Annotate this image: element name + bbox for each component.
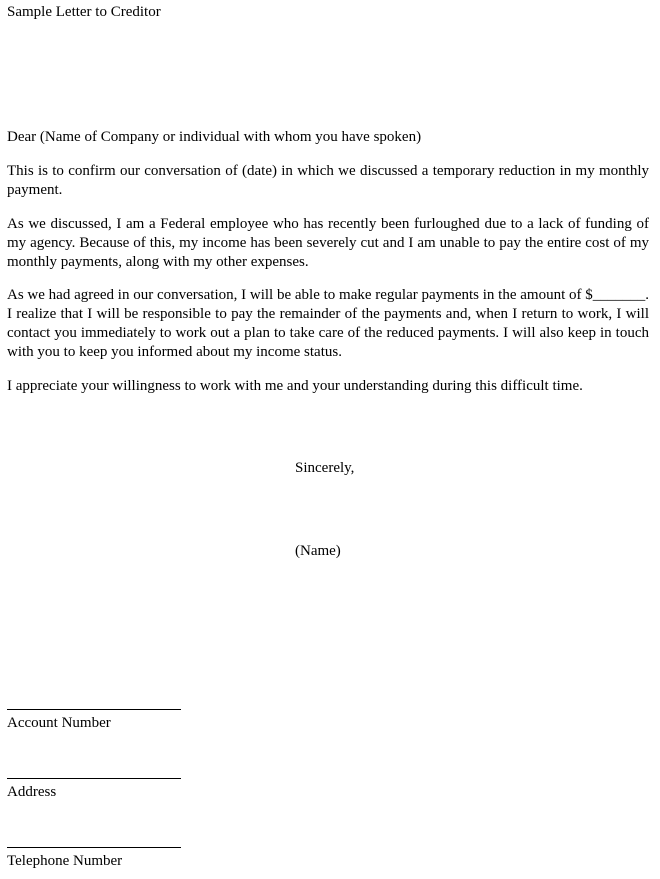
signature-name: (Name) <box>295 543 341 559</box>
account-number-line <box>7 709 181 710</box>
telephone-number-label: Telephone Number <box>7 853 123 869</box>
salutation: Dear (Name of Company or individual with whom you have spoken) <box>7 129 422 145</box>
address-label: Address <box>7 784 57 800</box>
paragraph-payment-plan: As we had agreed in our conversation, I will be able to make regular payments in the amount of $_______. I realize that I will be responsible to pay the remainder of the payments and, when I return to work, I will contact you immediately to work out a plan to take care of the reduced payments. I will also keep in touch with you to keep you informed about my income status. <box>7 287 649 360</box>
telephone-number-line <box>7 847 181 848</box>
document-title: Sample Letter to Creditor <box>7 4 161 20</box>
paragraph-confirmation: This is to confirm our conversation of (date) in which we discussed a temporary reduction in my monthly payment. <box>7 163 649 198</box>
paragraph-appreciation: I appreciate your willingness to work with me and your understanding during this difficult time. <box>7 378 583 394</box>
closing: Sincerely, <box>295 460 355 476</box>
account-number-label: Account Number <box>7 715 111 731</box>
address-line <box>7 778 181 779</box>
paragraph-furlough: As we discussed, I am a Federal employee who has recently been furloughed due to a lack of funding of my agency. Because of this, my income has been severely cut and I am unable to pay the entire cost of my monthly payments, along with my other expenses. <box>7 216 649 270</box>
